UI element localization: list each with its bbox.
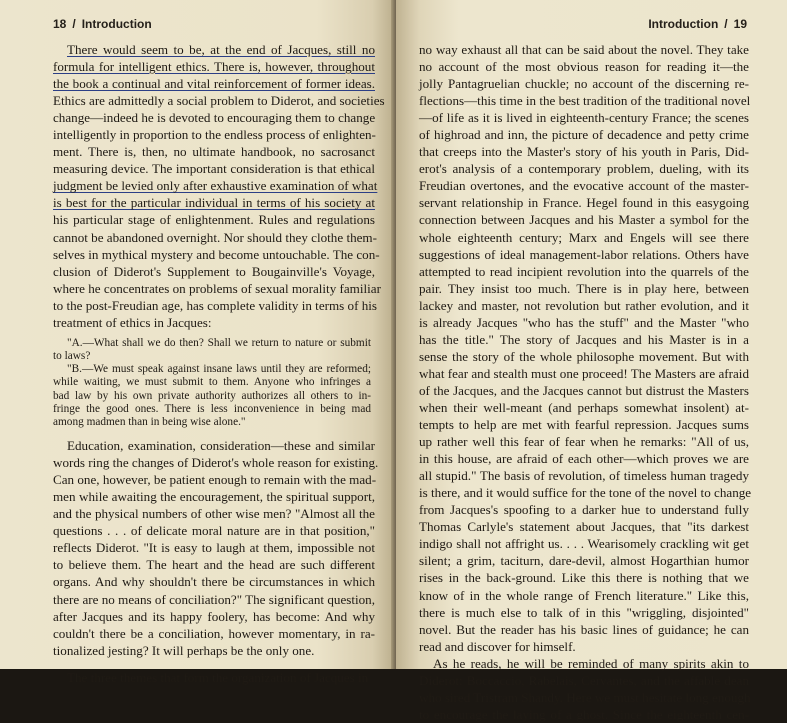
left-head-separator: / [72, 17, 76, 31]
text-line [53, 126, 375, 143]
text-line [419, 518, 749, 535]
text-line [419, 92, 749, 109]
text-line [419, 177, 749, 194]
text-line [53, 363, 371, 376]
text-line [53, 229, 375, 246]
text-line [419, 229, 749, 246]
text-line [419, 621, 749, 638]
left-running-head [53, 17, 152, 31]
text-line-content: Education, examination, consideration—these and similar [67, 438, 375, 454]
text-line [53, 177, 378, 194]
text-line [419, 348, 749, 365]
text-line-content: servant relationship in France. Hegel found in this easygoing [419, 195, 749, 211]
text-line [53, 280, 381, 297]
text-line [419, 160, 749, 177]
text-line [419, 365, 749, 382]
text-line-content: There would seem to be, at the end of Jacques, still no [67, 42, 375, 57]
text-line-content: ment. There is, then, no ultimate handbook, no sacrosanct [53, 144, 375, 160]
text-line-content: is there, and it would suffice for the tone of the novel to change [419, 485, 752, 501]
text-line [419, 382, 749, 399]
text-line-content: bad law by his own private authority authorizes all others to in- [53, 389, 371, 402]
text-line [53, 454, 379, 471]
text-line-content: novel. But the reader has his basic lines of guidance; he can [419, 621, 749, 637]
text-line-content: know of in the whole range of French literature." Like this, [419, 587, 749, 603]
text-line [53, 376, 371, 389]
text-line-content: selves in mythical mystery and become untouchable. The con- [53, 246, 380, 262]
text-line-content: his particular stage of enlightenment. Rules and regulations [53, 212, 375, 228]
text-line-content: to encourage the laying of a ghost. Since the eighteenth cen- [419, 706, 749, 722]
text-line-content: "B.—We must speak against insane laws until they are reformed; [67, 363, 371, 376]
right-head-separator: / [724, 17, 728, 31]
text-line [53, 337, 371, 350]
text-line-content: indigo shall not affright us. . . . Wearisomely crackling wit get [419, 536, 749, 552]
text-line-content: and the physical numbers of other wise men? "Almost all the [53, 506, 375, 522]
text-line [419, 246, 749, 263]
text-line [419, 126, 749, 143]
right-section-title: Introduction [648, 17, 719, 31]
text-line [53, 109, 375, 126]
text-line [419, 194, 749, 211]
text-line [53, 160, 375, 177]
text-line-content: when their well-meant (and perhaps somewhat insolent) at- [419, 399, 749, 415]
text-line-content: while waiting, we must submit to them. Anyone who infringes a [53, 376, 371, 389]
text-line [53, 314, 375, 331]
text-line [419, 672, 749, 689]
text-line [53, 194, 375, 211]
text-line [53, 211, 375, 228]
text-line [53, 58, 375, 75]
text-line [419, 706, 749, 723]
text-line [419, 314, 749, 331]
text-line-content: to laws? [53, 349, 91, 362]
left-page [0, 0, 396, 685]
text-line-content: erot's analysis of a contemporary problem, dueling, with its [419, 161, 749, 177]
text-line-content: no account of the most obvious reason for reading it—the [419, 59, 749, 75]
text-line-content: lackey and master, not revolution but rather evolution, and it [419, 297, 749, 313]
text-line [419, 399, 749, 416]
right-running-head [648, 17, 747, 31]
text-line-content: the book a continual and vital reinforcement of former ideas. [53, 76, 375, 92]
right-body-text [419, 41, 752, 723]
text-line [53, 625, 375, 642]
text-line [419, 433, 749, 450]
text-line [53, 143, 375, 160]
text-line-content: Thomas Carlyle's statement about Jacques, that "its darkest [419, 519, 749, 535]
left-body-text [53, 41, 385, 686]
text-line [419, 280, 749, 297]
paragraph [53, 41, 385, 331]
text-line-content: connection between Jacques and his Master a symbol for the [419, 212, 749, 228]
text-line-content: rises in the back-ground. Like this there is nothing that we [419, 570, 749, 586]
text-line-content: pair. They insist too much. There is in play here, between [419, 280, 749, 296]
text-line [419, 569, 749, 586]
text-line-content: —of life as it is lived in eighteenth-century France; the scenes [419, 110, 749, 126]
text-line [419, 604, 749, 621]
paragraph [53, 669, 375, 686]
text-line [419, 211, 749, 228]
text-line [53, 591, 375, 608]
text-line [53, 505, 375, 522]
text-line-content: is best for the particular individual in terms of his society at [53, 195, 375, 211]
text-line [419, 450, 749, 467]
text-line-content: suggestions of ideal management-labor relations. Others have [419, 246, 749, 262]
text-line-content: where he concentrates on problems of sexual morality familiar [53, 280, 381, 296]
text-line [419, 143, 749, 160]
text-line [53, 92, 385, 109]
text-line-content: The three themes that form the organization of Jacques in [67, 669, 369, 685]
text-line-content: fringe the good ones. There is less inconvenience in being mad [53, 402, 371, 415]
text-line [419, 638, 749, 655]
text-line [419, 689, 749, 706]
text-line [419, 552, 749, 569]
block-quote [53, 337, 375, 429]
text-line [53, 573, 375, 590]
text-line-content: tempts to help are met with fearful repression. Jacques sums [419, 417, 749, 433]
text-line-content: intelligently in proportion to the endless process of enlighten- [53, 127, 376, 143]
text-line [53, 403, 371, 416]
text-line [419, 297, 749, 314]
text-line-content: to the post-Freudian age, has complete validity in terms of his [53, 297, 377, 313]
text-line-content: has the title." The story of Jacques and his Master is in a [419, 331, 749, 347]
text-line-content: what fear and stealth must one proceed! The Masters are afraid [419, 365, 749, 381]
text-line [419, 484, 752, 501]
paragraph [53, 437, 379, 659]
text-line [419, 587, 749, 604]
right-page-number: 19 [733, 17, 747, 31]
text-line-content: words ring the changes of Diderot's whole reason for existing. [53, 455, 379, 471]
text-line-content: Can one, however, be patient enough to remain with the mad- [53, 472, 377, 488]
text-line [419, 535, 749, 552]
text-line-content: Diderot: Boccaccio, Rabelais, Cervantes, and the affable dean [419, 672, 749, 688]
text-line [53, 556, 375, 573]
text-line-content: Freudian overtones, and the evocative account of the master- [419, 178, 749, 194]
text-line-content: who sired Tristram Shandy. Here we must hesitate long enough [419, 689, 751, 705]
text-line-content: from Jacques's spoofing to a darker hue to understand fully [419, 502, 749, 518]
paragraph [419, 41, 752, 723]
text-line-content: judgment be levied only after exhaustive examination of what [53, 178, 378, 194]
text-line-content: all stupid." The basis of revolution, of timeless human tragedy [419, 468, 749, 484]
text-line-content: up rather well this fear of fear when he remarks: "All of us, [419, 434, 749, 450]
text-line-content: is already Jacques "who has the stuff" and the Master "who [419, 314, 749, 330]
text-line-content: clusion of Diderot's Supplement to Bougainville's Voyage, [53, 263, 375, 279]
text-line-content: flections—this time in the best tradition of the traditional novel [419, 93, 751, 109]
right-page [396, 0, 787, 722]
text-line-content: no way exhaust all that can be said about the novel. They take [419, 42, 749, 57]
text-line [53, 263, 375, 280]
text-line [419, 41, 749, 58]
text-line-content: after Jacques and its happy foolery, has become: And why [53, 608, 375, 624]
text-line [419, 655, 749, 672]
text-line-content: read and discover for himself. [419, 638, 576, 654]
text-line-content: jolly Pantagruelian chuckle; no account of the discerning re- [419, 76, 749, 92]
text-line [419, 416, 749, 433]
text-line-content: formula for intelligent ethics. There is, however, throughout [53, 59, 375, 75]
text-line [419, 501, 749, 518]
text-line [53, 437, 375, 454]
text-line-content: in this house, are afraid of each other—which proves we are [419, 451, 749, 467]
text-line-content: to believe them. The heart and the head are such different [53, 557, 375, 573]
text-line [53, 608, 375, 625]
text-line-content: couldn't there be a conciliation, however momentary, in ra- [53, 625, 375, 641]
text-line [419, 467, 749, 484]
text-line [53, 350, 371, 363]
text-line-content: among madmen than in being wise alone." [53, 415, 246, 428]
text-line-content: there is much else to talk of in this "wriggling, disjointed" [419, 604, 749, 620]
text-line [53, 669, 375, 686]
text-line [419, 75, 749, 92]
text-line-content: sense the story of the whole philosophe movement. But with [419, 348, 749, 364]
text-line-content: change—indeed he is devoted to encouraging them to change [53, 110, 376, 126]
text-line [53, 390, 371, 403]
text-line [53, 539, 375, 556]
text-line-content: whole eighteenth century; Marx and Engels will see there [419, 229, 749, 245]
text-line [53, 75, 375, 92]
left-section-title: Introduction [81, 17, 152, 31]
text-line [53, 297, 375, 314]
text-line [53, 642, 375, 659]
text-line [419, 331, 749, 348]
text-line-content: treatment of ethics in Jacques: [53, 314, 212, 330]
text-line-content: measuring device. The important consideration is that ethical [53, 161, 375, 177]
text-line-content: reflects Diderot. "It is easy to laugh at them, impossible not [53, 540, 375, 556]
text-line-content: tionalized jesting? It will perhaps be the only one. [53, 642, 315, 658]
text-line-content: men while awaiting the encouragement, the spiritual support, [53, 489, 375, 505]
text-line [53, 488, 375, 505]
text-line-content: questions . . . of delicate moral nature are in that position," [53, 523, 375, 539]
text-line [53, 246, 380, 263]
text-line [53, 522, 375, 539]
text-line-content: of highroad and inn, the picture of decadence and petty crime [419, 127, 749, 143]
text-line [419, 58, 749, 75]
text-line-content: attempted to read incipient revolution into the quarrels of the [419, 263, 749, 279]
text-line-content: of the Jacques, and the Jacques cannot but distrust the Masters [419, 382, 749, 398]
text-line-content: organs. And why shouldn't there be circumstances in which [53, 574, 375, 590]
text-line-content: there are no means of conciliation?" The significant question, [53, 591, 375, 607]
text-line-content: "A.—What shall we do then? Shall we return to nature or submit [67, 336, 371, 349]
text-line [53, 41, 375, 58]
text-line-content: cannot be abandoned overnight. Nor should they clothe them- [53, 229, 377, 245]
left-page-number: 18 [53, 17, 67, 31]
text-line [53, 471, 375, 488]
text-line-content: Ethics are admittedly a social problem to Diderot, and societies [53, 93, 385, 109]
text-line-content: silent; a grim, taciturn, dare-devil, almost Hogarthian humor [419, 553, 749, 569]
text-line [419, 109, 749, 126]
text-line-content: As he reads, he will be reminded of many spirits akin to [433, 655, 749, 671]
text-line [53, 416, 371, 429]
text-line [419, 263, 749, 280]
text-line-content: that creeps into the Master's story of his youth in Paris, Did- [419, 144, 749, 160]
